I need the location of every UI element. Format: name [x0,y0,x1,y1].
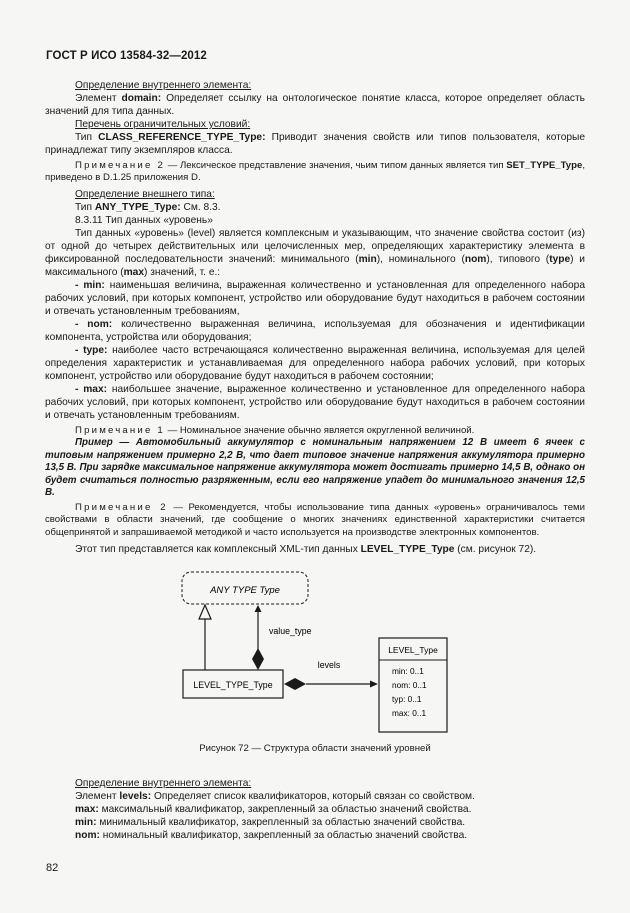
min-qualifier-text: минимальный квалификатор, закрепленный за областью значений свойства. [96,816,466,828]
min-item [45,279,585,318]
crt-text: Приводит значения свойств или типов пользователя, которые принадлежат типу экземпляров класса. [45,132,586,156]
note-label: Примечание 2 [75,501,168,513]
figure-72-diagram [45,564,585,742]
def-inner-heading-2-text: Определение внутреннего элемента: [75,777,252,789]
max-term: - max: [75,383,108,395]
def-inner-heading-2 [45,777,585,790]
xml-suffix: (см. рисунок 72). [454,543,537,555]
note-tail: , приведено в D.1.25 приложения D. [45,160,585,184]
note-2-level [45,502,585,539]
max-qualifier-text: максимальный квалификатор, закрепленный за областью значений свойства. [98,803,472,815]
domain-text: Определяет ссылку на онтологическое понятие класса, которое определяет область значений для типа данных. [45,93,585,117]
intro-min: min [358,253,377,265]
intro-max: max [123,266,145,278]
max-qualifier-term: max: [75,803,99,815]
nom-qualifier [45,829,585,842]
restrict-heading-text: Перечень ограничительных условий: [75,119,251,130]
domain-term: domain: [121,93,162,104]
intro-nom: nom [464,253,487,265]
any-prefix: Тип [75,201,95,213]
intro-text-4: ) и максимального ( [45,253,585,278]
levels-term: levels: [119,790,152,802]
min-text: наименьшая величина, выраженная количественно и установленная для определенного набора рабочих условий, при которых компонент, устройство или оборудование будут находиться в рабочем состоянии и отвечать установленным требованиям, [45,279,585,317]
value-type-diamond [252,648,264,670]
xml-type-paragraph [45,543,585,556]
note-2-set-type [45,160,585,185]
type-item [45,344,585,383]
attr-min: min: 0..1 [392,665,424,676]
any-type-label: ANY TYPE Type [210,584,280,596]
levels-arrowhead [370,680,378,687]
levels-prefix: Элемент [75,790,120,802]
crt-prefix: Тип [75,132,99,143]
intro-text-1: Тип данных «уровень» (level) является комплексным и указывающим, что значение свойства состоит (из) от одной до четырех действительных или целочисленных мер, определяющих характеристику элемента в фиксированной последовательности значений: минимального ( [45,227,585,265]
levels-paragraph [45,790,585,803]
uml-diagram [45,564,585,742]
max-item [45,383,585,422]
attr-typ: typ: 0..1 [392,693,422,704]
level-intro-paragraph [45,227,585,279]
min-term: - min: [75,279,105,291]
levels-text: Определяет список квалификаторов, который связан со свойством. [151,790,475,802]
attr-nom: nom: 0..1 [392,679,427,690]
type-text: наиболее часто встречающаяся количественно выраженная величина, используемая для целей определения характеристик и устанавливаемая для определенного набора рабочих условий, при которых компонент, устройство или оборудование будут находиться в рабочем состоянии; [45,344,585,382]
note-term: SET_TYPE_Type [506,160,583,171]
page-number: 82 [46,862,59,874]
restrict-heading [45,118,585,131]
note-text: — Рекомендуется, чтобы использование типа данных «уровень» ограничивалось теми свойствами в области значений, где сообщение о многих значениях единственной характеристики считается общепринятой и запрашиваемой методикой и часто используется на производстве электронных компонентов. [45,501,585,538]
figure-caption: Рисунок 72 — Структура области значений уровней [199,742,431,754]
max-qualifier [45,803,585,816]
value-type-label: value_type [269,625,312,636]
any-text: См. 8.3. [180,201,221,213]
min-qualifier-term: min: [75,816,97,828]
inheritance-triangle [199,605,211,619]
def-outer-heading-text: Определение внешнего типа: [75,188,215,200]
nom-item [45,318,585,344]
any-type-paragraph [45,201,585,214]
xml-term: LEVEL_TYPE_Type [360,543,455,555]
min-qualifier [45,816,585,829]
def-inner-heading-text: Определение внутреннего элемента: [75,80,252,91]
max-text: наибольшее значение, выраженное количественно и установленное для определенного набора рабочих условий, при которых компонент, устройство или оборудование будут находиться в рабочем состоянии и отвечать установленным требованиям. [45,383,585,421]
page-content [45,79,585,842]
note-text: — Номинальное значение обычно является округленной величиной. [164,424,475,436]
nom-qualifier-text: номинальный квалификатор, закрепленный за областью значений свойства. [99,829,468,841]
any-term: ANY_TYPE_Type: [94,201,181,213]
note-text: — Лексическое представление значения, чьим типом данных является тип [164,160,507,171]
xml-prefix: Этот тип представляется как комплексный XML-тип данных [75,543,361,555]
section-heading: 8.3.11 Тип данных «уровень» [75,214,213,226]
intro-text-2: ), номинального ( [376,253,465,265]
nom-text: количественно выраженная величина, используемая для обозначения и идентификации компонента, устройства или оборудования; [45,318,585,343]
type-term: - type: [75,344,108,356]
nom-qualifier-term: nom: [75,829,100,841]
nom-term: - nom: [75,318,113,330]
attr-max: max: 0..1 [392,707,427,718]
note-label: Примечание 2 [75,160,165,171]
spacer [45,755,585,777]
value-type-arrowhead [255,605,262,612]
page-header: ГОСТ Р ИСО 13584-32—2012 [46,50,207,62]
intro-text-3: ), типового ( [486,253,550,265]
levels-diamond [284,678,306,690]
level-type-type-label: LEVEL_TYPE_Type [193,679,273,690]
domain-paragraph [45,92,585,118]
level-type-label: LEVEL_Type [388,644,438,655]
note-1 [45,425,585,437]
levels-label: levels [317,659,341,670]
intro-type: type [549,253,571,265]
def-outer-heading [45,188,585,201]
domain-prefix: Элемент [75,93,122,104]
example-paragraph: Пример — Автомобильный аккумулятор с номинальным напряжением 12 В имеет 6 ячеек с типовым напряжением примерно 2,2 В, что дает типовое значение напряжения аккумулятора примерно 13,5 В. При зарядке максимальное напряжение аккумулятора может достигать примерно 14,5 В, однако он будет считаться полностью разряженным, если его напряжение упадет до минимального значения 12,5 В. [45,437,585,499]
intro-text-5: ) значений, т. е.: [144,266,221,278]
crt-term: CLASS_REFERENCE_TYPE_Type: [98,132,266,143]
note-label: Примечание 1 [75,424,165,436]
def-inner-heading [45,79,585,92]
crt-paragraph [45,131,585,157]
